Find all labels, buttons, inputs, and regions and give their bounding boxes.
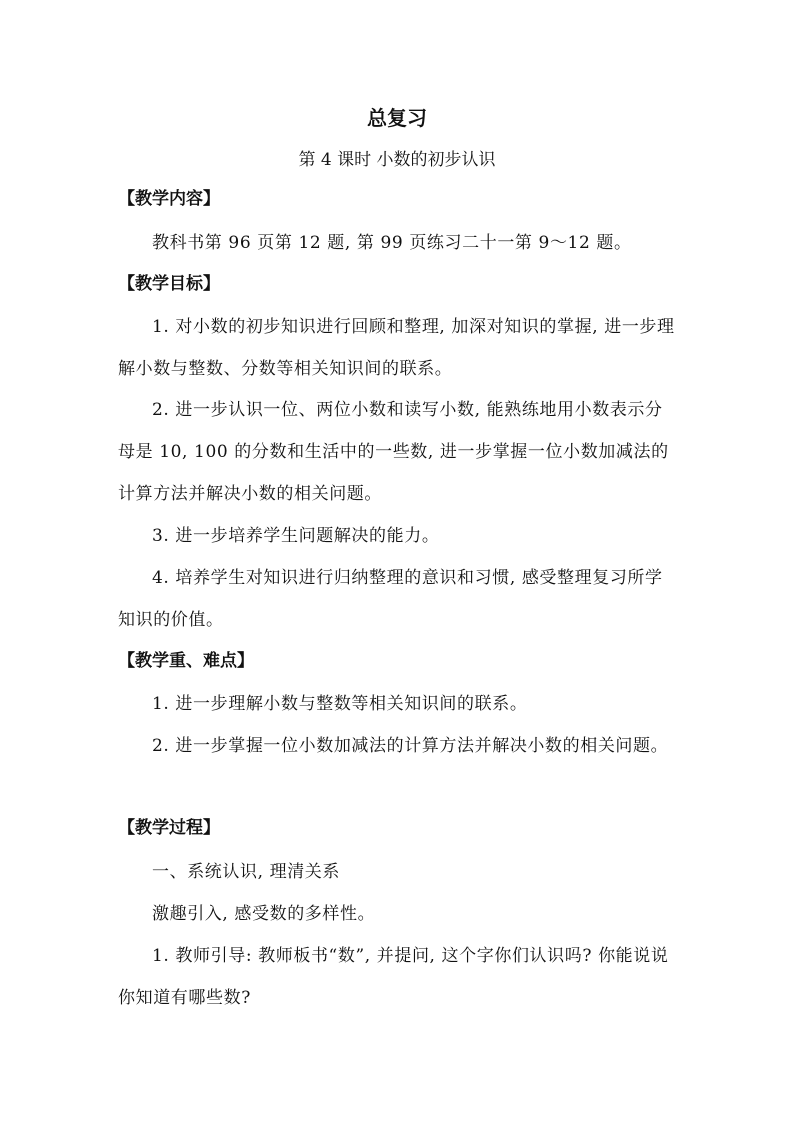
process-paragraph-1: 一、系统认识, 理清关系 xyxy=(152,862,341,882)
section-heading-process: 【教学过程】 xyxy=(118,818,220,838)
section-heading-content: 【教学内容】 xyxy=(118,189,220,209)
objective-paragraph-1: 1. 对小数的初步知识进行回顾和整理, 加深对知识的掌握, 进一步理解小数与整数、分数等相关知识间的联系。 xyxy=(118,317,675,379)
key-point-paragraph-2: 2. 进一步掌握一位小数加减法的计算方法并解决小数的相关问题。 xyxy=(152,736,669,756)
objective-paragraph-2: 2. 进一步认识一位、两位小数和读写小数, 能熟练地用小数表示分母是 10, 100 的分数和生活中的一些数, 进一步掌握一位小数加减法的计算方法并解决小数的相关问题。 xyxy=(118,400,669,504)
objective-paragraph-4: 4. 培养学生对知识进行归纳整理的意识和习惯, 感受整理复习所学知识的价值。 xyxy=(118,568,663,630)
content-paragraph-1: 教科书第 96 页第 12 题, 第 99 页练习二十一第 9～12 题。 xyxy=(152,233,632,253)
page-title: 总复习 xyxy=(367,106,427,130)
section-heading-key-points: 【教学重、难点】 xyxy=(118,651,254,671)
process-paragraph-3: 1. 教师引导: 教师板书“数”, 并提问, 这个字你们认识吗? 你能说说你知道有哪些数? xyxy=(118,946,669,1008)
objective-paragraph-3: 3. 进一步培养学生问题解决的能力。 xyxy=(152,526,440,546)
key-point-paragraph-1: 1. 进一步理解小数与整数等相关知识间的联系。 xyxy=(152,694,528,714)
section-heading-objectives: 【教学目标】 xyxy=(118,274,220,294)
process-paragraph-2: 激趣引入, 感受数的多样性。 xyxy=(152,904,376,924)
page-subtitle: 第 4 课时 小数的初步认识 xyxy=(298,150,496,170)
